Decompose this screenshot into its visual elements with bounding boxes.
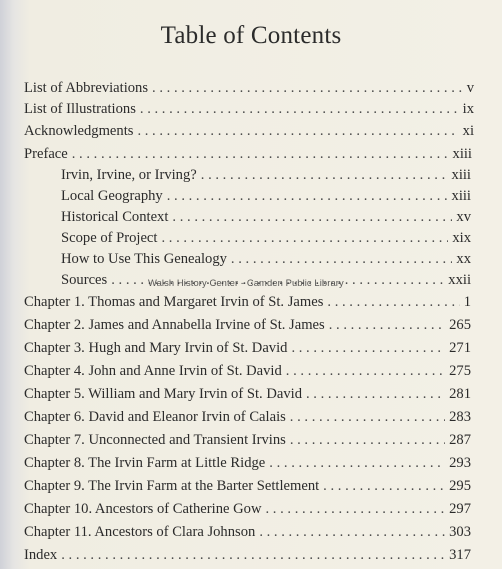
toc-entry-label: Index bbox=[24, 547, 58, 563]
toc-entry-label: Chapter 11. Ancestors of Clara Johnson bbox=[24, 524, 256, 540]
toc-entry-label: Chapter 9. The Irvin Farm at the Barter Settlement bbox=[24, 478, 320, 494]
toc-entry-page: xiii bbox=[451, 188, 471, 204]
leader-dots bbox=[329, 316, 445, 334]
toc-entry-page: 303 bbox=[449, 524, 471, 540]
library-watermark: Walsh History Center - Camden Public Library bbox=[148, 277, 344, 288]
leader-dots bbox=[152, 79, 463, 97]
toc-entry-label: Chapter 6. David and Eleanor Irvin of Calais bbox=[24, 409, 286, 425]
toc-entry-chapter-5 bbox=[24, 385, 471, 403]
leader-dots bbox=[140, 100, 459, 118]
toc-entry-page: 297 bbox=[449, 501, 471, 517]
toc-entry-label: Chapter 7. Unconnected and Transient Irvins bbox=[24, 432, 286, 448]
toc-entry-page: 295 bbox=[449, 478, 471, 494]
toc-entry-page: 287 bbox=[449, 432, 471, 448]
leader-dots bbox=[327, 293, 459, 311]
toc-entry-label: List of Illustrations bbox=[24, 101, 136, 117]
toc-entry-page: 317 bbox=[449, 547, 471, 563]
leader-dots bbox=[137, 122, 458, 140]
toc-entry-page: xx bbox=[456, 251, 471, 267]
leader-dots bbox=[286, 362, 445, 380]
toc-entry-label: How to Use This Genealogy bbox=[61, 251, 227, 267]
toc-entry-acknowledgments bbox=[24, 122, 474, 140]
toc-entry-page: 283 bbox=[449, 409, 471, 425]
toc-entry-chapter-1 bbox=[24, 293, 471, 311]
leader-dots bbox=[266, 500, 446, 518]
toc-entry-abbreviations bbox=[24, 79, 474, 97]
toc-entry-label: Preface bbox=[24, 146, 68, 162]
toc-entry-page: 275 bbox=[449, 363, 471, 379]
leader-dots bbox=[290, 408, 445, 426]
page-title: Table of Contents bbox=[160, 22, 342, 49]
toc-entry-label: Chapter 4. John and Anne Irvin of St. David bbox=[24, 363, 282, 379]
toc-entry-page: ix bbox=[462, 101, 474, 117]
toc-entry-chapter-7 bbox=[24, 431, 471, 449]
toc-entry-page: xxii bbox=[448, 272, 471, 288]
toc-entry-label: Local Geography bbox=[61, 188, 163, 204]
toc-entry-label: Chapter 1. Thomas and Margaret Irvin of St. James bbox=[24, 294, 324, 310]
toc-entry-page: 293 bbox=[449, 455, 471, 471]
toc-entry-chapter-8 bbox=[24, 454, 471, 472]
toc-entry-how-to-use bbox=[61, 250, 471, 268]
toc-entry-page: xv bbox=[456, 209, 471, 225]
toc-entry-chapter-3 bbox=[24, 339, 471, 357]
leader-dots bbox=[259, 523, 445, 541]
toc-entry-illustrations bbox=[24, 100, 474, 118]
toc-entry-label: Chapter 2. James and Annabella Irvine of St. James bbox=[24, 317, 325, 333]
toc-entry-chapter-2 bbox=[24, 316, 471, 334]
leader-dots bbox=[161, 229, 448, 247]
leader-dots bbox=[201, 166, 448, 184]
toc-entry-page: 265 bbox=[449, 317, 471, 333]
toc-entry-index bbox=[24, 546, 471, 564]
toc-entry-label: Sources bbox=[61, 272, 108, 288]
leader-dots bbox=[231, 250, 452, 268]
toc-entry-chapter-4 bbox=[24, 362, 471, 380]
toc-entry-chapter-10 bbox=[24, 500, 471, 518]
toc-entry-page: xi bbox=[462, 123, 474, 139]
toc-entry-label: Chapter 10. Ancestors of Catherine Gow bbox=[24, 501, 262, 517]
leader-dots bbox=[290, 431, 445, 449]
toc-entry-historical-context bbox=[61, 208, 471, 226]
toc-entry-preface bbox=[24, 145, 472, 163]
toc-entry-page: xiii bbox=[451, 167, 471, 183]
toc-entry-label: Historical Context bbox=[61, 209, 169, 225]
toc-entry-irvin-irvine bbox=[61, 166, 471, 184]
leader-dots bbox=[172, 208, 452, 226]
leader-dots bbox=[61, 546, 445, 564]
toc-entry-label: Chapter 8. The Irvin Farm at Little Ridge bbox=[24, 455, 266, 471]
toc-entry-local-geography bbox=[61, 187, 471, 205]
toc-entry-label: Chapter 5. William and Mary Irvin of St. David bbox=[24, 386, 302, 402]
toc-entry-chapter-11 bbox=[24, 523, 471, 541]
toc-entry-label: Scope of Project bbox=[61, 230, 158, 246]
toc-entry-page: xix bbox=[452, 230, 471, 246]
toc-entry-chapter-9 bbox=[24, 477, 471, 495]
toc-entry-page: 281 bbox=[449, 386, 471, 402]
toc-entry-label: Chapter 3. Hugh and Mary Irvin of St. David bbox=[24, 340, 288, 356]
leader-dots bbox=[306, 385, 445, 403]
leader-dots bbox=[269, 454, 445, 472]
leader-dots bbox=[291, 339, 445, 357]
leader-dots bbox=[72, 145, 449, 163]
toc-entry-page: 271 bbox=[449, 340, 471, 356]
toc-entry-page: v bbox=[466, 80, 474, 96]
leader-dots bbox=[323, 477, 445, 495]
toc-entry-label: Irvin, Irvine, or Irving? bbox=[61, 167, 197, 183]
toc-entry-label: Acknowledgments bbox=[24, 123, 134, 139]
toc-entry-scope bbox=[61, 229, 471, 247]
toc-entry-label: List of Abbreviations bbox=[24, 80, 149, 96]
toc-entry-page: xiii bbox=[452, 146, 472, 162]
toc-entry-page: 1 bbox=[463, 294, 471, 310]
leader-dots bbox=[167, 187, 448, 205]
toc-entry-chapter-6 bbox=[24, 408, 471, 426]
